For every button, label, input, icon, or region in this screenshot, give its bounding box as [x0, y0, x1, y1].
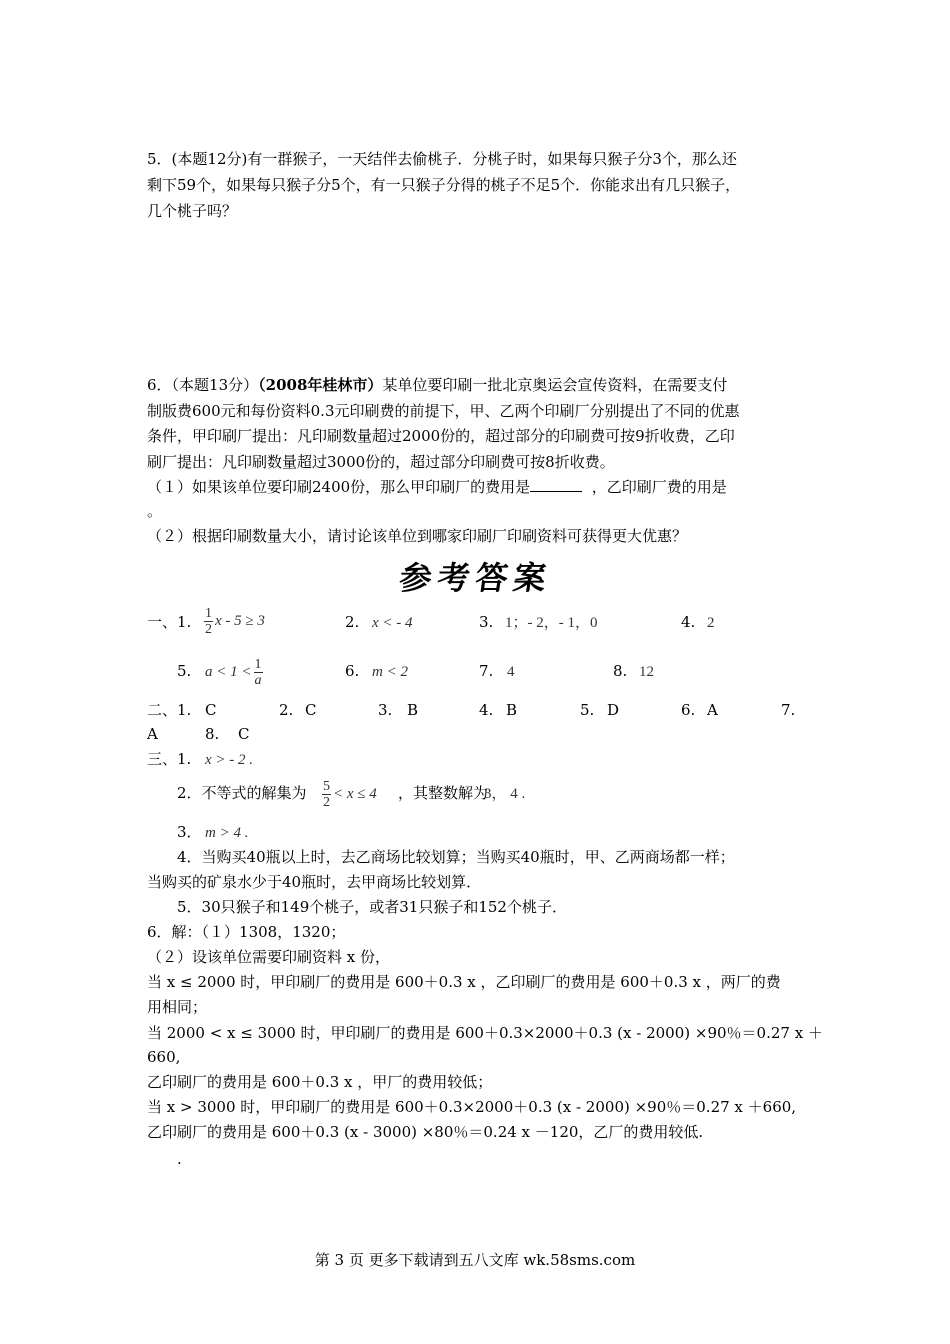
- q5-line-3: 几个桃子吗？: [147, 202, 238, 220]
- part1-num-4: 4.: [681, 613, 696, 631]
- fraction: [322, 779, 331, 810]
- q5-line-2: 剩下59个，如果每只猴子分5个，有一只猴子分得的桃子不足5个．你能求出有几只猴子，: [147, 176, 741, 194]
- part3-num-3: 3．: [177, 823, 202, 841]
- part3-answer-2-prefix: 2．不等式的解集为: [177, 784, 307, 802]
- part1-num-3: 3.: [479, 613, 494, 631]
- part1-answer-3: 1；- 2，- 1，0: [505, 615, 598, 631]
- part2-label: 二、1.: [147, 701, 192, 719]
- part2-answer-8: C: [238, 725, 250, 743]
- q6-sub-1-a: （１）如果该单位要印刷2400份，那么甲印刷厂的费用是: [147, 478, 531, 496]
- part3-answer-5: 5．30只猴子和149个桃子，或者31只猴子和152个桃子．: [177, 898, 567, 916]
- sol6-line-5: 当 2000 < x ≤ 3000 时，甲印刷厂的费用是 600＋0.3×2000＋0.3 (x - 2000) ×90％＝0.27 x ＋: [147, 1024, 823, 1042]
- part1-answer-2: x < - 4: [372, 615, 413, 631]
- part2-answer-5: D: [607, 701, 620, 719]
- sol6-line-4: 用相同；: [147, 998, 208, 1016]
- sol6-line-6: 660,: [147, 1048, 181, 1066]
- fraction-numerator: 1: [254, 657, 262, 673]
- q6-sub-1-b: ，乙印刷厂费的用是: [591, 478, 727, 496]
- q6-sub-1-end: 。: [147, 502, 163, 520]
- sol6-line-2: （２）设该单位需要印刷资料 x 份，: [147, 948, 390, 966]
- part2-num-2: 2.: [279, 701, 294, 719]
- part1-answer-5: [205, 651, 265, 693]
- fraction: [204, 606, 213, 637]
- page-footer: 第 3 页 更多下载请到五八文库 wk.58sms.com: [314, 1251, 636, 1269]
- part3-answer-2: [320, 773, 377, 815]
- part2-answer-3: B: [407, 701, 419, 719]
- part1-num-8: 8.: [613, 662, 628, 680]
- part1-answer-6: m < 2: [372, 664, 408, 680]
- sol6-line-9: 乙印刷厂的费用是 600＋0.3 (x - 3000) ×80％＝0.24 x －120，乙厂的费用较低.: [147, 1123, 704, 1141]
- fraction-denominator: a: [254, 673, 262, 689]
- q6-line-3: 条件，甲印刷厂提出：凡印刷数量超过2000份的，超过部分的印刷费可按9折收费，乙印: [147, 427, 735, 445]
- part3-answer-4-line-1: 4．当购买40瓶以上时，去乙商场比较划算；当购买40瓶时，甲、乙两商场都一样；: [177, 848, 735, 866]
- part1-num-7: 7.: [479, 662, 494, 680]
- q6-line-1-rest: 某单位要印刷一批北京奥运会宣传资料，在需要支付: [382, 376, 728, 394]
- part1-num-5: 5.: [177, 662, 192, 680]
- q6-line-2: 制版费600元和每份资料0.3元印刷费的前提下，甲、乙两个印刷厂分别提出了不同的优惠: [147, 402, 740, 420]
- part3-answer-4-line-2: 当购买的矿泉水少于40瓶时，去甲商场比较划算．: [147, 873, 482, 891]
- fraction-numerator: 1: [205, 606, 212, 622]
- fraction-denominator: 2: [323, 795, 330, 811]
- part1-answer-1: [202, 600, 265, 642]
- q6-sub-1: [147, 476, 727, 498]
- part3-answer-2-values: 3， 4 .: [484, 786, 526, 802]
- q6-sub-2: （２）根据印刷数量大小，请讨论该单位到哪家印刷厂印刷资料可获得更大优惠？: [147, 527, 688, 545]
- part3-answer-2-ineq: < x ≤ 4: [333, 786, 377, 802]
- part1-num-2: 2.: [345, 613, 360, 631]
- sol6-line-1: 6．解：（１）1308，1320；: [147, 923, 346, 941]
- part2-answer-1: C: [205, 701, 217, 719]
- sol6-line-8: 当 x > 3000 时，甲印刷厂的费用是 600＋0.3×2000＋0.3 (x - 2000) ×90％＝0.27 x ＋660,: [147, 1098, 797, 1116]
- q5-line-1: 5．(本题12分)有一群猴子，一天结伴去偷桃子．分桃子时，如果每只猴子分3个，那么还: [147, 150, 737, 168]
- sol6-line-10: .: [177, 1150, 182, 1168]
- answer-blank: [530, 477, 582, 492]
- part2-answer-6: A: [707, 701, 718, 719]
- part2-answer-7: A: [147, 725, 158, 743]
- sol6-line-3: 当 x ≤ 2000 时，甲印刷厂的费用是 600＋0.3 x ，乙印刷厂的费用是 600＋0.3 x ，两厂的费: [147, 973, 781, 991]
- part2-answer-4: B: [506, 701, 518, 719]
- part2-num-6: 6.: [681, 701, 696, 719]
- fraction-numerator: 5: [323, 779, 330, 795]
- part3-answer-3: m > 4 .: [205, 825, 249, 841]
- fraction-denominator: 2: [205, 622, 212, 638]
- part1-answer-4: 2: [707, 615, 715, 631]
- q6-source: （2008年桂林市）: [258, 376, 383, 394]
- sol6-line-7: 乙印刷厂的费用是 600＋0.3 x ，甲厂的费用较低；: [147, 1073, 493, 1091]
- part1-answer-1-expr: x - 5 ≥ 3: [215, 613, 265, 629]
- q6-prefix: 6．（本题13分）: [147, 376, 259, 394]
- part3-label: 三、1.: [147, 750, 192, 768]
- part1-answer-8: 12: [639, 664, 654, 680]
- fraction: [254, 657, 263, 688]
- part1-answer-5-expr: a < 1 <: [205, 664, 252, 680]
- part2-num-8: 8.: [205, 725, 220, 743]
- part3-answer-2-mid: ，其整数解为: [398, 784, 489, 802]
- part2-answer-2: C: [305, 701, 317, 719]
- part2-num-7: 7.: [781, 701, 796, 719]
- part2-num-5: 5.: [580, 701, 595, 719]
- part2-num-3: 3.: [378, 701, 393, 719]
- part1-num-6: 6.: [345, 662, 360, 680]
- part1-answer-7: 4: [507, 664, 515, 680]
- q6-line-4: 刷厂提出：凡印刷数量超过3000份的，超过部分印刷费可按8折收费。: [147, 453, 615, 471]
- part1-label: 一、1.: [147, 613, 192, 631]
- part2-num-4: 4.: [479, 701, 494, 719]
- q6-line-1: [147, 374, 727, 396]
- part3-answer-1: x > - 2 .: [205, 752, 254, 768]
- answers-title: 参考答案: [397, 559, 555, 597]
